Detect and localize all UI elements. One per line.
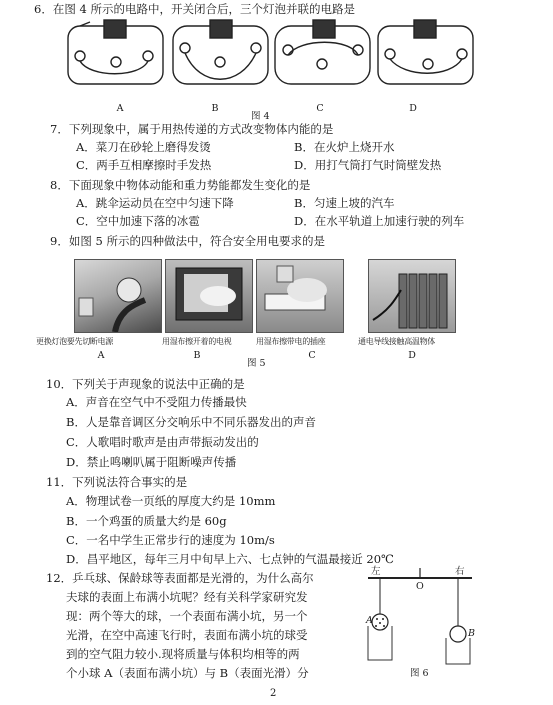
q8-option-c: C．空中加速下落的冰雹 (76, 214, 200, 228)
circuit-c-diagram (275, 20, 370, 84)
q12-line-1: 12．乒乓球、保龄球等表面都是光滑的，为什么高尔 (46, 571, 314, 585)
photo-change-bulb (74, 259, 162, 333)
q12-line-2: 夫球的表面上布满小坑呢？经有关科学家研究发 (66, 590, 308, 604)
fig5-caption-d: 通电导线接触高温物体 (358, 337, 435, 346)
circuit-d-diagram (378, 20, 473, 84)
fig6-pivot-label: O (416, 581, 424, 592)
fig4-label-d: D (409, 103, 417, 114)
q7-option-b: B．在火炉上烧开水 (294, 140, 395, 154)
q12-line-6: 个小球 A（表面布满小坑）与 B（表面光滑）分 (66, 666, 309, 680)
fig4-label-a: A (116, 103, 124, 114)
fig5-label-d: D (408, 350, 416, 361)
q8-option-d: D．在水平轨道上加速行驶的列车 (294, 214, 465, 228)
circuit-a-diagram (68, 20, 163, 84)
q11-stem: 11．下列说法符合事实的是 (46, 475, 188, 489)
photo-wipe-socket (256, 259, 344, 333)
fig5-caption-a: 更换灯泡要先切断电源 (36, 337, 113, 346)
fig4-label-b: B (211, 103, 219, 114)
fig5-caption: 图 5 (247, 358, 266, 369)
photo-wipe-tv (165, 259, 253, 333)
fig5-label-a: A (97, 350, 105, 361)
q12-line-5: 到的空气阻力较小.现将质量与体积均相等的两 (66, 647, 300, 661)
fig5-caption-b: 用湿布擦开着的电视 (162, 337, 232, 346)
fig6-caption: 图 6 (410, 668, 429, 679)
circuit-diagrams-fig4 (60, 18, 480, 100)
fig5-label-b: B (193, 350, 201, 361)
circuit-b-diagram (173, 20, 268, 84)
q10-stem: 10．下列关于声现象的说法中正确的是 (46, 377, 245, 391)
q11-option-a: A．物理试卷一页纸的厚度大约是 10mm (66, 494, 276, 508)
fig6-right-label: 右 (455, 566, 465, 577)
q10-option-b: B．人是靠音调区分交响乐中不同乐器发出的声音 (66, 415, 316, 429)
q9-stem: 9．如图 5 所示的四种做法中，符合安全用电要求的是 (50, 234, 325, 248)
q12-line-4: 光滑，在空中高速飞行时，表面布满小坑的球受 (66, 628, 308, 642)
q8-option-b: B．匀速上坡的汽车 (294, 196, 395, 210)
fig4-label-c: C (316, 103, 324, 114)
page-number: 2 (270, 688, 277, 699)
fig6-ball-a-label: A (366, 615, 373, 626)
q11-option-c: C．一名中学生正常步行的速度为 10m/s (66, 533, 275, 547)
q7-option-c: C．两手互相摩擦时手发热 (76, 158, 212, 172)
fig5-label-c: C (308, 350, 316, 361)
fig6-left-label: 左 (371, 566, 381, 577)
q6-stem: 6．在图 4 所示的电路中，开关闭合后，三个灯泡并联的电路是 (34, 2, 355, 16)
q10-option-a: A．声音在空气中不受阻力传播最快 (66, 395, 247, 409)
q7-stem: 7．下列现象中，属于用热传递的方式改变物体内能的是 (50, 122, 334, 136)
q7-option-d: D．用打气筒打气时筒壁发热 (294, 158, 442, 172)
q8-option-a: A．跳伞运动员在空中匀速下降 (76, 196, 234, 210)
q11-option-d: D．昌平地区，每年三月中旬早上六、七点钟的气温最接近 20℃ (66, 552, 394, 566)
q10-option-c: C．人歌唱时歌声是由声带振动发出的 (66, 435, 259, 449)
fig5-caption-c: 用湿布擦带电的插座 (256, 337, 326, 346)
q11-option-b: B．一个鸡蛋的质量大约是 60g (66, 514, 227, 528)
q10-option-d: D．禁止鸣喇叭属于阻断噪声传播 (66, 455, 237, 469)
photo-wire-heater (368, 259, 456, 333)
fig4-caption: 图 4 (251, 111, 270, 122)
fig6-ball-b-label: B (468, 628, 475, 639)
q12-line-3: 现：两个等大的球，一个表面布满小坑，另一个 (66, 609, 308, 623)
q8-stem: 8．下面现象中物体动能和重力势能都发生变化的是 (50, 178, 311, 192)
q7-option-a: A．菜刀在砂轮上磨得发烫 (76, 140, 211, 154)
